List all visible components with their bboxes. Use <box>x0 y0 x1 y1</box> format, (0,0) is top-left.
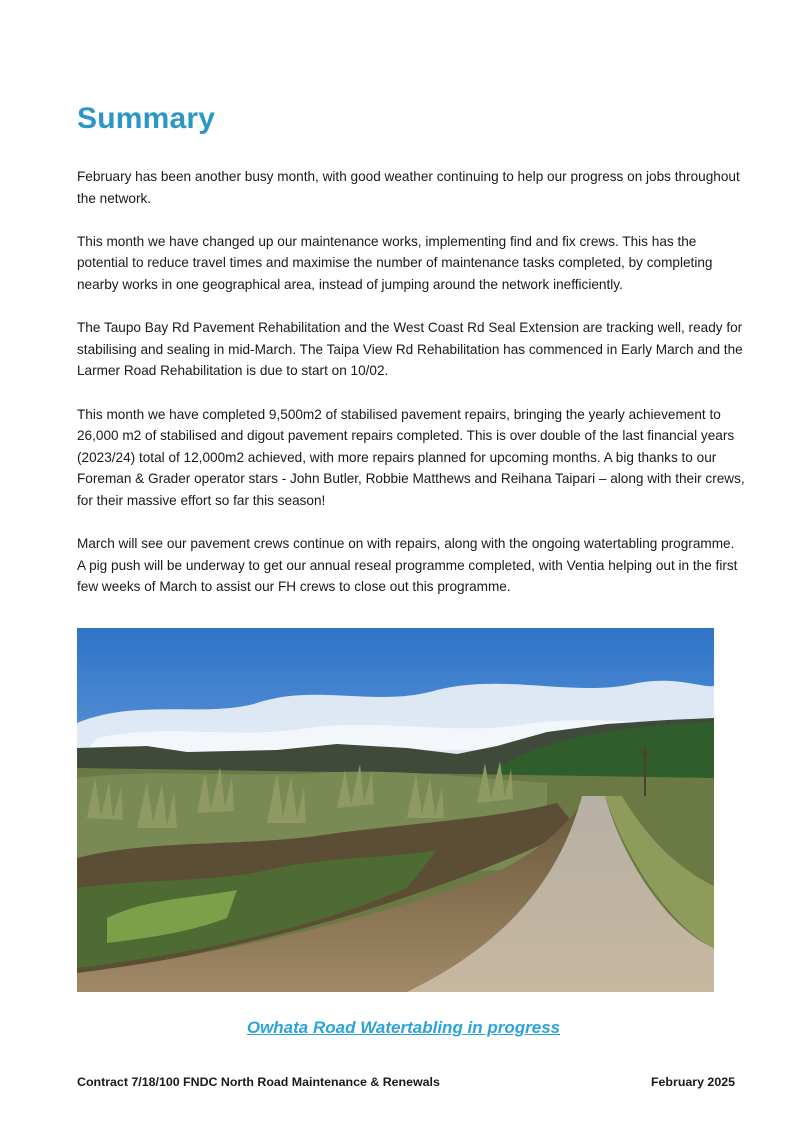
paragraph-reseal-programme: A pig push will be underway to get our annual reseal programme completed, with Ventia helping out in the first few weeks of March to assist our FH crews to close out this programme. <box>77 557 738 595</box>
page-title: Summary <box>77 102 216 135</box>
photo-caption-text: Owhata Road Watertabling in progress <box>246 1018 561 1037</box>
paragraph-intro: February has been another busy month, with good weather continuing to help our progress on jobs throughout the network. <box>77 169 740 206</box>
footer-contract: Contract 7/18/100 FNDC North Road Maintenance & Renewals <box>77 1075 440 1089</box>
footer-date: February 2025 <box>650 1075 735 1089</box>
paragraph-march-outlook: March will see our pavement crews continue on with repairs, along with the ongoing watertabling programme. <box>77 536 735 552</box>
photo-caption <box>0 1018 807 1038</box>
paragraph-rehabilitation-projects: The Taupo Bay Rd Pavement Rehabilitation and the West Coast Rd Seal Extension are tracking well, ready for stabilising and sealing in mid-March. The Taipa View Rd Rehabilitation has commenced in Early March and the Larmer Road Rehabilitation is due to start on 10/02. <box>77 320 743 379</box>
page-footer <box>77 1075 735 1089</box>
paragraph-pavement-repairs: This month we have completed 9,500m2 of stabilised pavement repairs, bringing the yearly achievement to 26,000 m2 of stabilised and digout pavement repairs completed. This is over double of the last financial years (2023/24) total of 12,000m2 achieved, with more repairs planned for upcoming months. A big thanks to our Foreman & Grader operator stars - John Butler, Robbie Matthews and Reihana Taipari – along with their crews, for their massive effort so far this season! <box>77 406 745 508</box>
road-watertabling-photo <box>77 628 714 992</box>
summary-body <box>77 166 749 619</box>
paragraph-find-fix-crews: This month we have changed up our maintenance works, implementing find and fix crews. This has the potential to reduce travel times and maximise the number of maintenance tasks completed, by completing nearby works in one geographical area, instead of jumping around the network inefficiently. <box>77 233 713 292</box>
